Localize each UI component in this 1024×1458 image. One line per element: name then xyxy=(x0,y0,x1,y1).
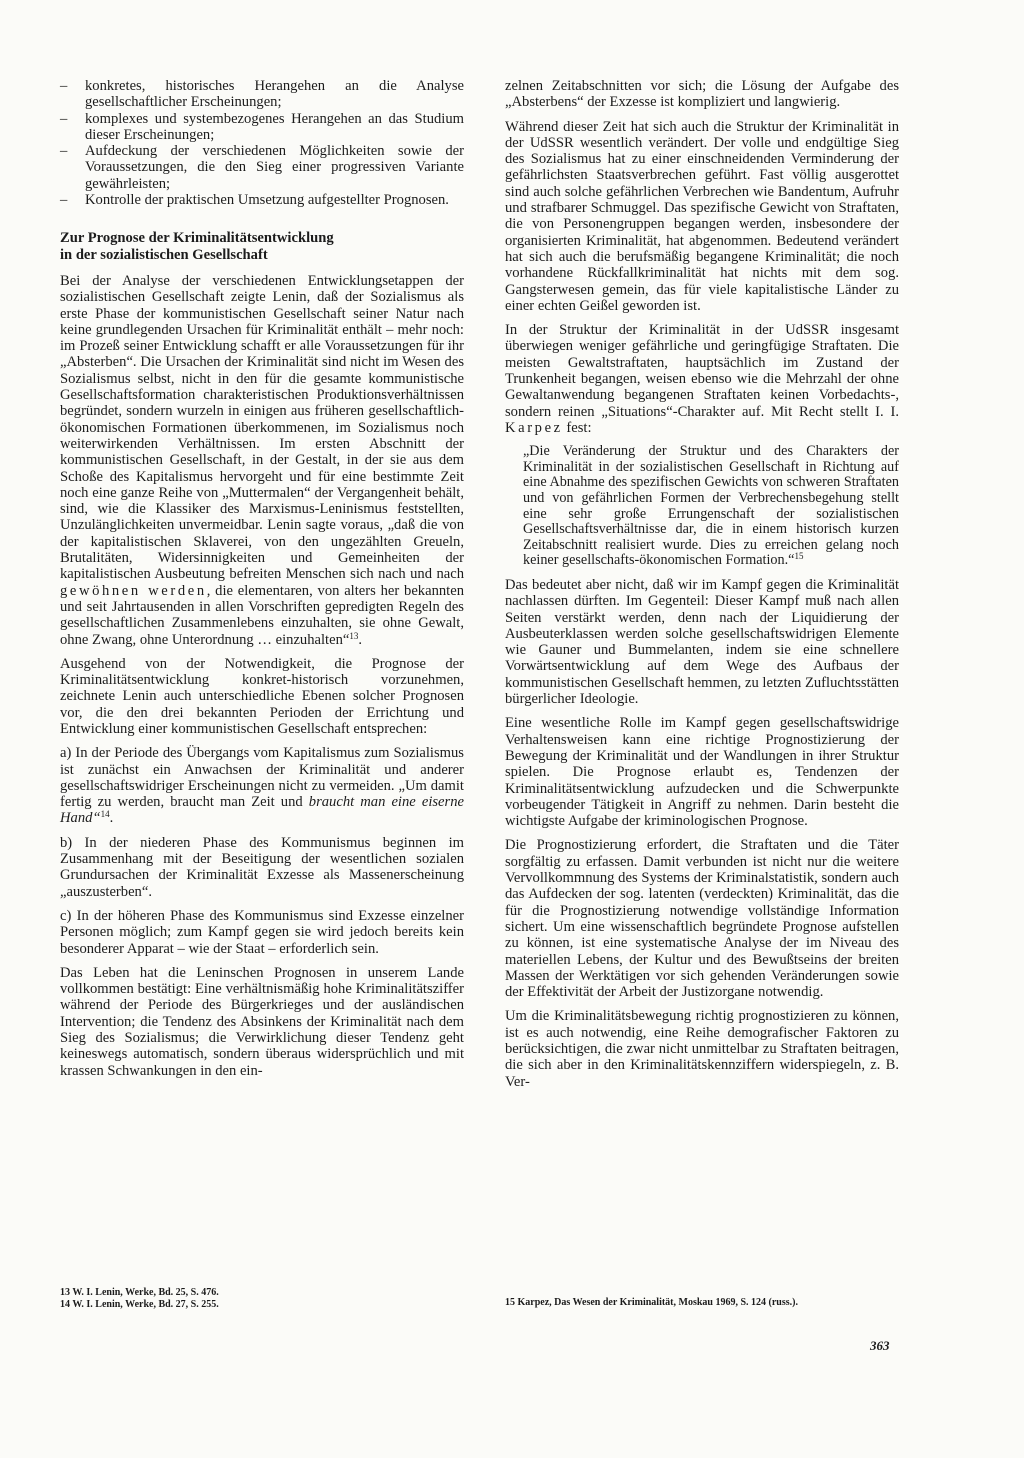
paragraph: In der Struktur der Kriminalität in der UdSSR insgesamt überwiegen weniger gefährliche und geringfügige Straftaten. Die meisten Gewaltstraftaten, hauptsächlich im Zustand der Trunkenheit begangen, weisen ebenso wie die Mehrzahl der ohne Gewaltanwendung begangenen Straftaten keinen Vorbedachts-, sondern reinen „Situations“-Charakter auf. Mit Recht stellt I. I. Karpez fest: xyxy=(505,322,899,436)
paragraph-list-b: b) In der niederen Phase des Kommunismus beginnen im Zusammenhang mit der Beseitigung der wesentlichen sozialen Grundursachen der Kriminalität Exzesse als Massenerscheinung „auszusterben“. xyxy=(60,834,464,900)
paragraph: Bei der Analyse der verschiedenen Entwicklungsetappen der sozialistischen Gesellschaft zeigte Lenin, daß der Sozialismus als erste Phase der kommunistischen Gesellschaft seiner Natur nach keine grundlegenden Ursachen für Kriminalität enthält – mehr noch: im Prozeß seiner Entwicklung schafft er alle Voraussetzungen für ihr „Absterben“. Die Ursachen der Kriminalität sind nicht im Wesen des Sozialismus selbst, nicht in den für die gesamte kommunistische Gesellschaftsformation charakteristischen Produktionsverhältnissen begründet, sondern wurzeln in einigen aus früheren gesellschaftlich-ökonomischen Formationen überkommenen, im Sozialismus noch weiterwirkenden Verhältnissen. Im ersten Abschnitt der kommunistischen Gesellschaft, in der Gestalt, in der sie aus dem Schoße des Kapitalismus hervorgeht und für eine bestimmte Zeit noch eine ganze Reihe von „Muttermalen“ der Vergangenheit behält, sind, wie die Klassiker des Marxismus-Leninismus feststellten, Unzulänglichkeiten unvermeidbar. Lenin sagte voraus, „daß die von der kapitalistischen Sklaverei, von den ungezählten Greueln, Brutalitäten, Widersinnigkeiten und Gemeinheiten der kapitalistischen Ausbeutung befreiten Menschen sich nach und nach gewöhnen werden, die elementaren, von alters her bekannten und seit Jahrtausenden in allen Vorschriften gepredigten Regeln des gesellschaftlichen Zusammenlebens einzuhalten, sie ohne Gewalt, ohne Zwang, ohne Unterordnung … einzuhalten“$^{13}$. xyxy=(60,272,464,648)
paragraph: Ausgehend von der Notwendigkeit, die Prognose der Kriminalitätsentwicklung konkret-historisch vorzunehmen, zeichnete Lenin auch unterschiedliche Ebenen solcher Prognosen vor, die den drei bekannten Perioden der Errichtung und Entwicklung einer kommunistischen Gesellschaft entsprechen: xyxy=(60,655,464,737)
footnote-ref[interactable]: 15 xyxy=(794,551,804,562)
list-item: – Kontrolle der praktischen Umsetzung aufgestellter Prognosen. xyxy=(60,192,449,209)
bullet-list xyxy=(60,78,464,208)
paragraph: Eine wesentliche Rolle im Kampf gegen gesellschaftswidrige Verhaltensweisen kann eine richtige Prognostizierung der Bewegung der Kriminalität und der Wandlungen in ihrer Struktur spielen. Die Prognose erlaubt es, Tendenzen der Kriminalitätsentwicklung aufzudecken und die Schwerpunkte vorbeugender Tätigkeit in Angriff zu nehmen. Darin besteht die wichtigste Aufgabe der kriminologischen Prognose. xyxy=(505,715,899,830)
right-column xyxy=(505,78,899,1098)
bullet-text: komplexes und systembezogenes Herangehen an das Studium dieser Erscheinungen; xyxy=(85,110,464,143)
emphasis-spaced: gewöhnen werden xyxy=(60,582,207,599)
list-item: – konkretes, historisches Herangehen an die Analyse gesellschaftlicher Erscheinungen; xyxy=(60,78,464,111)
footnotes-right xyxy=(505,1297,899,1309)
paragraph: Während dieser Zeit hat sich auch die Struktur der Kriminalität in der UdSSR wesentlich verändert. Der volle und endgültige Sieg des Sozialismus hat zu einer einschneidenden Verminderung der gefährlichsten Staatsverbrechen geführt. Fast völlig ausgerottet sind auch solche gefährlichen Verbrechen wie Bandentum, Aufruhr und strafbarer Schmuggel. Das spezifische Gewicht von Straftaten, die von Personengruppen begangen werden, insbesondere der organisierten Kriminalität, hat abgenommen. Bedeutend verändert hat sich auch die berufsmäßig begangene Kriminalität; die noch vorhandene Rückfallkriminalität hat nichts mit dem sog. Gangsterwesen gemein, das für viele kapitalistische Länder zu einer echten Geißel geworden ist. xyxy=(505,118,899,314)
page-number: 363 xyxy=(870,1338,890,1353)
emphasis-spaced: Karpez xyxy=(505,419,563,436)
footnote: 14 W. I. Lenin, Werke, Bd. 27, S. 255. xyxy=(60,1299,219,1310)
section-heading: Zur Prognose der Kriminalitätsentwicklung in der sozialistischen Gesellschaft xyxy=(60,230,334,263)
paragraph: Das bedeutet aber nicht, daß wir im Kampf gegen die Kriminalität nachlassen dürften. Im Gegenteil: Dieser Kampf muß nach allen Seiten verstärkt werden, denn nach der Liquidierung der Ausbeuterklassen werden solche gesellschaftswidrigen Elemente wie Gauner und Bummelanten, indem sie eine schnellere Vorwärtsentwicklung auf dem Wege des Aufbaus der kommunistischen Gesellschaft hemmen, zu letzten Zufluchtsstätten bürgerlicher Ideologie. xyxy=(505,576,899,708)
list-item: – Aufdeckung der verschiedenen Möglichkeiten sowie der Voraussetzungen, die den Sieg einer progressiven Variante gewährleisten; xyxy=(60,143,464,192)
bullet-text: Kontrolle der praktischen Umsetzung aufgestellter Prognosen. xyxy=(85,192,449,209)
bullet-text: Aufdeckung der verschiedenen Möglichkeiten sowie der Voraussetzungen, die den Sieg einer progressiven Variante gewährleisten; xyxy=(85,143,464,192)
footnote-ref[interactable]: 14 xyxy=(100,809,110,820)
footnote-ref[interactable]: 13 xyxy=(349,630,359,641)
paragraph: zelnen Zeitabschnitten vor sich; die Lösung der Aufgabe des „Absterbens“ der Exzesse ist kompliziert und langwierig. xyxy=(505,78,899,111)
list-item: – komplexes und systembezogenes Herangehen an das Studium dieser Erscheinungen; xyxy=(60,110,464,143)
footnote: 15 Karpez, Das Wesen der Kriminalität, Moskau 1969, S. 124 (russ.). xyxy=(505,1297,798,1308)
paragraph-list-c: c) In der höheren Phase des Kommunismus sind Exzesse einzelner Personen möglich; zum Kampf gegen sie wird jedoch bereits kein besonderer Apparat – wie der Staat – erforderlich sein. xyxy=(60,907,464,957)
block-quote: „Die Veränderung der Struktur und des Charakters der Kriminalität in der sozialistischen Gesellschaft in Richtung auf eine Abnahme des spezifischen Gewichts von schweren Straftaten und von gefährlichen Formen der Verbrechensbegehung stellt eine sehr große Errungenschaft der sozialistischen Gesellschaftsverhältnisse dar, die in einem historisch kurzen Zeitabschnitt realisiert wurde. Dies zu erreichen gelang noch keiner gesellschafts-ökonomischen Formation.“$^{15}$ xyxy=(523,443,899,569)
paragraph-list-a: a) In der Periode des Übergangs vom Kapitalismus zum Sozialismus ist zunächst ein Anwachsen der Kriminalität und anderer gesellschaftswidriger Erscheinungen nicht zu vermeiden. „Um damit fertig zu werden, braucht man Zeit und braucht man eine eiserne Hand“$^{14}$. xyxy=(60,745,464,827)
paragraph: Die Prognostizierung erfordert, die Straftaten und die Täter sorgfältig zu erfassen. Damit verbunden ist nicht nur die weitere Vervollkommnung des Systems der Kriminalstatistik, sondern auch das Aufdecken der sog. latenten (verdeckten) Kriminalität, das die für die Prognostizierung notwendige vollständige Information sichert. Um eine wissenschaftlich begründete Prognose aufstellen zu können, ist eine systematische Analyse der im Niveau des materiellen Lebens, der Kultur und des Bewußtseins der breiten Massen der Werktätigen vor sich gehenden Veränderungen sowie der Effektivität der Arbeit der Justizorgane notwendig. xyxy=(505,837,899,1001)
paragraph: Um die Kriminalitätsbewegung richtig prognostizieren zu können, ist es auch notwendig, eine Reihe demografischer Faktoren zu berücksichtigen, die zwar nicht unmittelbar zu Straftaten beitragen, die sich aber in den Kriminalitätskennziffern widerspiegeln, z. B. Ver- xyxy=(505,1008,899,1090)
left-column xyxy=(60,78,464,1087)
footnotes-left xyxy=(60,1287,464,1311)
emphasis-italic: braucht man eine eiserne Hand xyxy=(60,794,464,827)
paragraph: Das Leben hat die Leninschen Prognosen in unserem Lande vollkommen bestätigt: Eine verhältnismäßig hohe Kriminalitätsziffer während der Periode des Bürgerkrieges und der ausländischen Intervention; die Tendenz des Absinkens der Kriminalität nach dem Sieg des Sozialismus; die Verwirklichung dieser Tendenz geht keineswegs automatisch, sondern überaus widersprüchlich und mit krassen Schwankungen in den ein- xyxy=(60,964,464,1079)
bullet-text: konkretes, historisches Herangehen an die Analyse gesellschaftlicher Erscheinungen; xyxy=(85,78,464,111)
footnote: 13 W. I. Lenin, Werke, Bd. 25, S. 476. xyxy=(60,1287,219,1298)
